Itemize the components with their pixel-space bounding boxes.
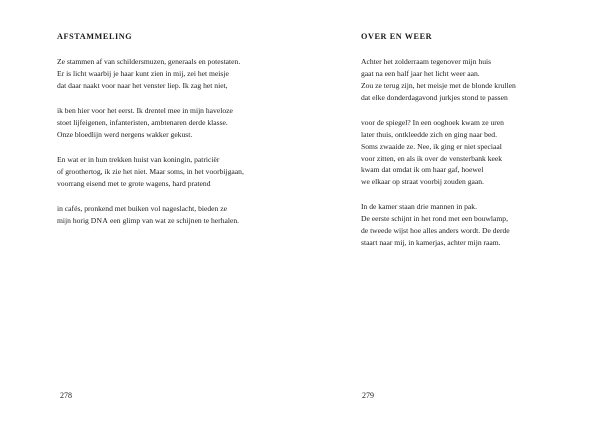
stanza	[57, 154, 293, 190]
poem-line: we elkaar op straat voorbij zouden gaan.	[361, 177, 484, 187]
poem-line: En wat er in hun trekken huist van koningin, patriciër	[57, 154, 220, 164]
small-caps-text: DNA	[90, 215, 109, 225]
poem-line: dat elke donderdagavond jurkjes stond te passen	[361, 92, 508, 102]
stanza	[361, 56, 593, 104]
right-page	[300, 0, 600, 432]
line-text: een glimp van wat ze schijnen te herhalen.	[108, 215, 240, 225]
poem-line: kwam dat omdat ik om haar gaf, hoewel	[361, 165, 484, 175]
poem-line: Ze stammen af van schildersmuzen, generaals en potestaten.	[57, 57, 241, 66]
page-number: 278	[60, 391, 72, 400]
poem-line: Zou ze terug zijn, het meisje met de blonde krullen	[361, 80, 516, 90]
poem-line: voorrang eisend met te grote wagens, hard pratend	[57, 178, 211, 188]
poem-body	[57, 56, 293, 240]
poem-line: voor zitten, en als ik over de vensterbank keek	[361, 153, 503, 163]
poem-line: later thuis, ontkleedde zich en ging naar bed.	[361, 129, 498, 139]
poem-title: AFSTAMMELING	[57, 32, 133, 41]
poem-line: voor de spiegel? In een ooghoek kwam ze uren	[361, 117, 504, 127]
stanza	[57, 203, 293, 227]
poem-line: Soms zwaaide ze. Nee, ik ging er niet speciaal	[361, 141, 502, 151]
poem-title: OVER EN WEER	[361, 32, 433, 41]
stanza	[57, 56, 293, 92]
page-number: 279	[362, 391, 374, 400]
poem-line: de tweede wijst hoe alles anders wordt. De derde	[361, 226, 510, 236]
line-text: mijn horig	[57, 215, 91, 225]
poem-line: Er is licht waarbij je haar kunt zien in mij, zei het meisje	[57, 68, 229, 78]
poem-line: dat daar naakt voor naar het venster liep. Ik zag het niet,	[57, 80, 228, 90]
poem-line: gaat na een half jaar het licht weer aan.	[361, 68, 480, 78]
stanza	[361, 201, 593, 249]
stanza	[361, 117, 593, 188]
poem-line: De eerste schijnt in het rond met een bouwlamp,	[361, 214, 508, 224]
poem-line: of groothertog, ik zie het niet. Maar soms, in het voorbijgaan,	[57, 166, 244, 176]
poem-line: In de kamer staan drie mannen in pak.	[361, 202, 477, 212]
poem-line: staart naar mij, in kamerjas, achter mijn raam.	[361, 238, 501, 248]
poem-body	[361, 56, 593, 262]
poem-line: Achter het zolderraam tegenover mijn huis	[361, 57, 492, 66]
poem-line: ik ben hier voor het eerst. Ik drentel mee in mijn haveloze	[57, 105, 233, 115]
stanza	[57, 105, 293, 141]
poem-line: stoet lijfeigenen, infanteristen, ambtenaren derde klasse.	[57, 117, 228, 127]
poem-line	[57, 215, 293, 227]
poem-line: in cafés, pronkend met buiken vol nageslacht, bieden ze	[57, 203, 227, 213]
poem-line: Onze bloedlijn werd nergens wakker gekust.	[57, 129, 193, 139]
